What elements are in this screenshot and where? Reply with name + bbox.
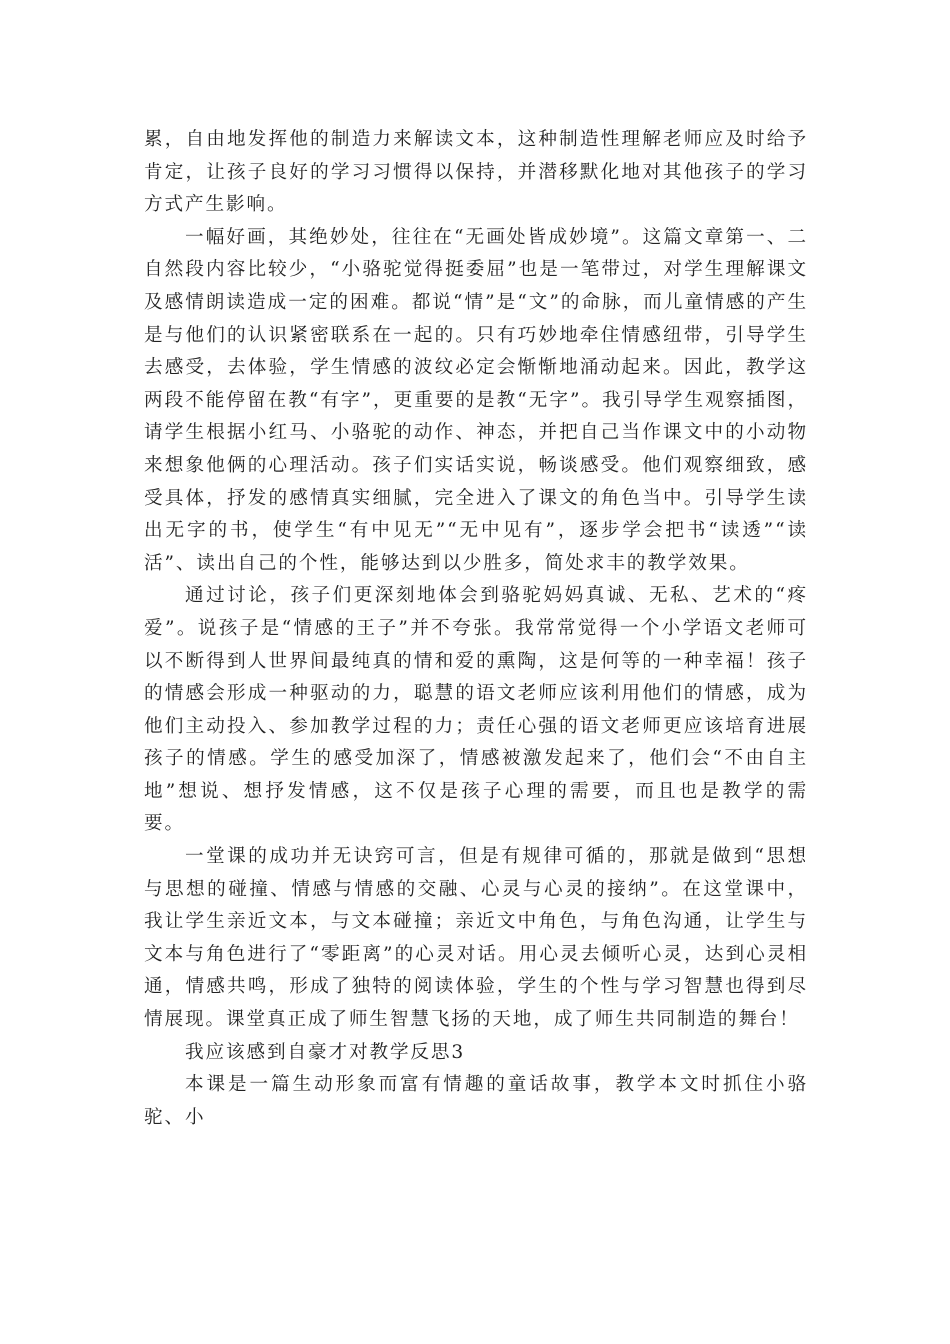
paragraph-5: 本课是一篇生动形象而富有情趣的童话故事，教学本文时抓住小骆驼、小 (144, 1074, 808, 1128)
paragraph-1: 累，自由地发挥他的制造力来解读文本，这种制造性理解老师应及时给予肯定，让孩子良好的学习习惯得以保持，并潜移默化地对其他孩子的学习方式产生影响。 (144, 129, 808, 216)
paragraph-4: 一堂课的成功并无诀窍可言，但是有规律可循的，那就是做到“思想与思想的碰撞、情感与情感的交融、心灵与心灵的接纳”。在这堂课中，我让学生亲近文本，与文本碰撞；亲近文中角色，与角色沟通，让学生与文本与角色进行了“零距离”的心灵对话。用心灵去倾听心灵，达到心灵相通，情感共鸣，形成了独特的阅读体验，学生的个性与学习智慧也得到尽情展现。课堂真正成了师生智慧飞扬的天地，成了师生共同制造的舞台！ (144, 846, 808, 1031)
document-page (144, 124, 808, 1134)
paragraph-2: 一幅好画，其绝妙处，往往在“无画处皆成妙境”。这篇文章第一、二自然段内容比较少，“小骆驼觉得挺委屈”也是一笔带过，对学生理解课文及感情朗读造成一定的困难。都说“情”是“文”的命脉，而儿童情感的产生是与他们的认识紧密联系在一起的。只有巧妙地牵住情感纽带，引导学生去感受，去体验，学生情感的波纹必定会惭惭地涌动起来。因此，教学这两段不能停留在教“有字”，更重要的是教“无字”。我引导学生观察插图，请学生根据小红马、小骆驼的动作、神态，并把自己当作课文中的小动物来想象他俩的心理活动。孩子们实话实说，畅谈感受。他们观察细致，感受具体，抒发的感情真实细腻，完全进入了课文的角色当中。引导学生读出无字的书，使学生“有中见无”“无中见有”，逐步学会把书“读透”“读活”、读出自己的个性，能够达到以少胜多，简处求丰的教学效果。 (144, 226, 808, 574)
section-heading: 我应该感到自豪才对教学反思3 (185, 1041, 466, 1063)
paragraph-3: 通过讨论，孩子们更深刻地体会到骆驼妈妈真诚、无私、艺术的“疼爱”。说孩子是“情感的王子”并不夸张。我常常觉得一个小学语文老师可以不断得到人世界间最纯真的情和爱的熏陶，这是何等的一种幸福！孩子的情感会形成一种驱动的力，聪慧的语文老师应该利用他们的情感，成为他们主动投入、参加教学过程的力；责任心强的语文老师更应该培育进展孩子的情感。学生的感受加深了，情感被激发起来了，他们会“不由自主地”想说、想抒发情感，这不仅是孩子心理的需要，而且也是教学的需要。 (144, 585, 808, 835)
